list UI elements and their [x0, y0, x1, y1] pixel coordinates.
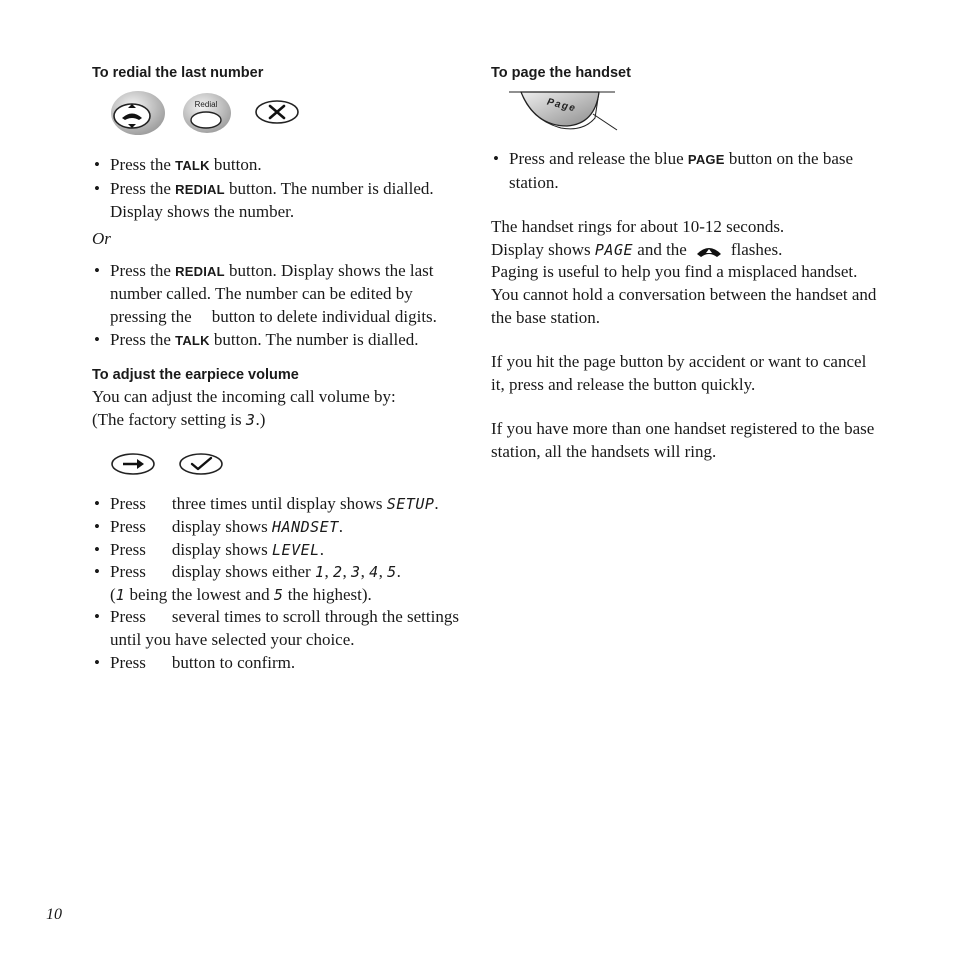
redial-heading: To redial the last number	[92, 65, 264, 81]
redial-steps-b	[92, 260, 472, 352]
ok-button-icon	[178, 451, 224, 477]
talk-keyword: TALK	[175, 158, 210, 173]
list-item: • Press three times until display shows SETUP.	[92, 493, 472, 516]
page-paragraph-2: If you hit the page button by accident or want to cancel it, press and release the button quickly.	[491, 352, 867, 394]
talk-button-icon	[110, 90, 166, 136]
page-heading: To page the handset	[491, 65, 631, 81]
list-item: • Press button to confirm.	[92, 652, 472, 675]
page-steps	[491, 148, 881, 194]
svg-text:Page: Page	[545, 96, 578, 115]
page-paragraph-3: If you have more than one handset registered to the base station, all the handsets will ring.	[491, 419, 875, 461]
left-column	[92, 62, 472, 674]
redial-keyword: REDIAL	[175, 181, 225, 197]
list-item: • Press the REDIAL button. The number is dialled. Display shows the number.	[92, 178, 472, 224]
page-keyword: PAGE	[687, 152, 725, 167]
right-column	[491, 62, 881, 464]
redial-icon-row	[92, 90, 472, 142]
redial-steps-a	[92, 154, 472, 224]
volume-steps	[92, 493, 472, 674]
talk-keyword: TALK	[175, 332, 210, 348]
volume-icon-row	[92, 447, 472, 483]
list-item: • Press the TALK button.	[92, 154, 472, 178]
volume-intro: You can adjust the incoming call volume by: (The factory setting is 3.)	[92, 387, 396, 429]
list-item: • Press the REDIAL button. Display shows the last number called. The number can be edited by pressing the button to delete individual digits.	[92, 260, 472, 329]
redial-button-icon	[182, 92, 232, 134]
page-button-icon	[491, 88, 881, 134]
list-item: • Press display shows either 1, 2, 3, 4, 5. (1 being the lowest and 5 the highest).	[92, 561, 472, 606]
delete-button-icon	[254, 98, 300, 126]
or-label: Or	[92, 228, 111, 248]
page-number: 10	[46, 906, 62, 923]
list-item: • Press and release the blue PAGE button on the base station.	[491, 148, 881, 194]
list-item: • Press the TALK button. The number is dialled.	[92, 329, 472, 353]
volume-heading: To adjust the earpiece volume	[92, 367, 299, 384]
list-item: • Press display shows LEVEL.	[92, 539, 472, 562]
list-item: • Press several times to scroll through the settings until you have selected your choice.	[92, 606, 472, 651]
list-item: • Press display shows HANDSET.	[92, 516, 472, 539]
scroll-button-icon	[110, 451, 156, 477]
talk-handset-icon	[695, 243, 723, 259]
page-paragraph-1: The handset rings for about 10-12 seconds. Display shows PAGE and the flashes. Paging is useful to help you find a misplaced handset. You cannot hold a conversation between the handset and the base station.	[491, 217, 877, 327]
redial-keyword: REDIAL	[175, 263, 225, 279]
svg-text:Redial: Redial	[194, 100, 218, 109]
